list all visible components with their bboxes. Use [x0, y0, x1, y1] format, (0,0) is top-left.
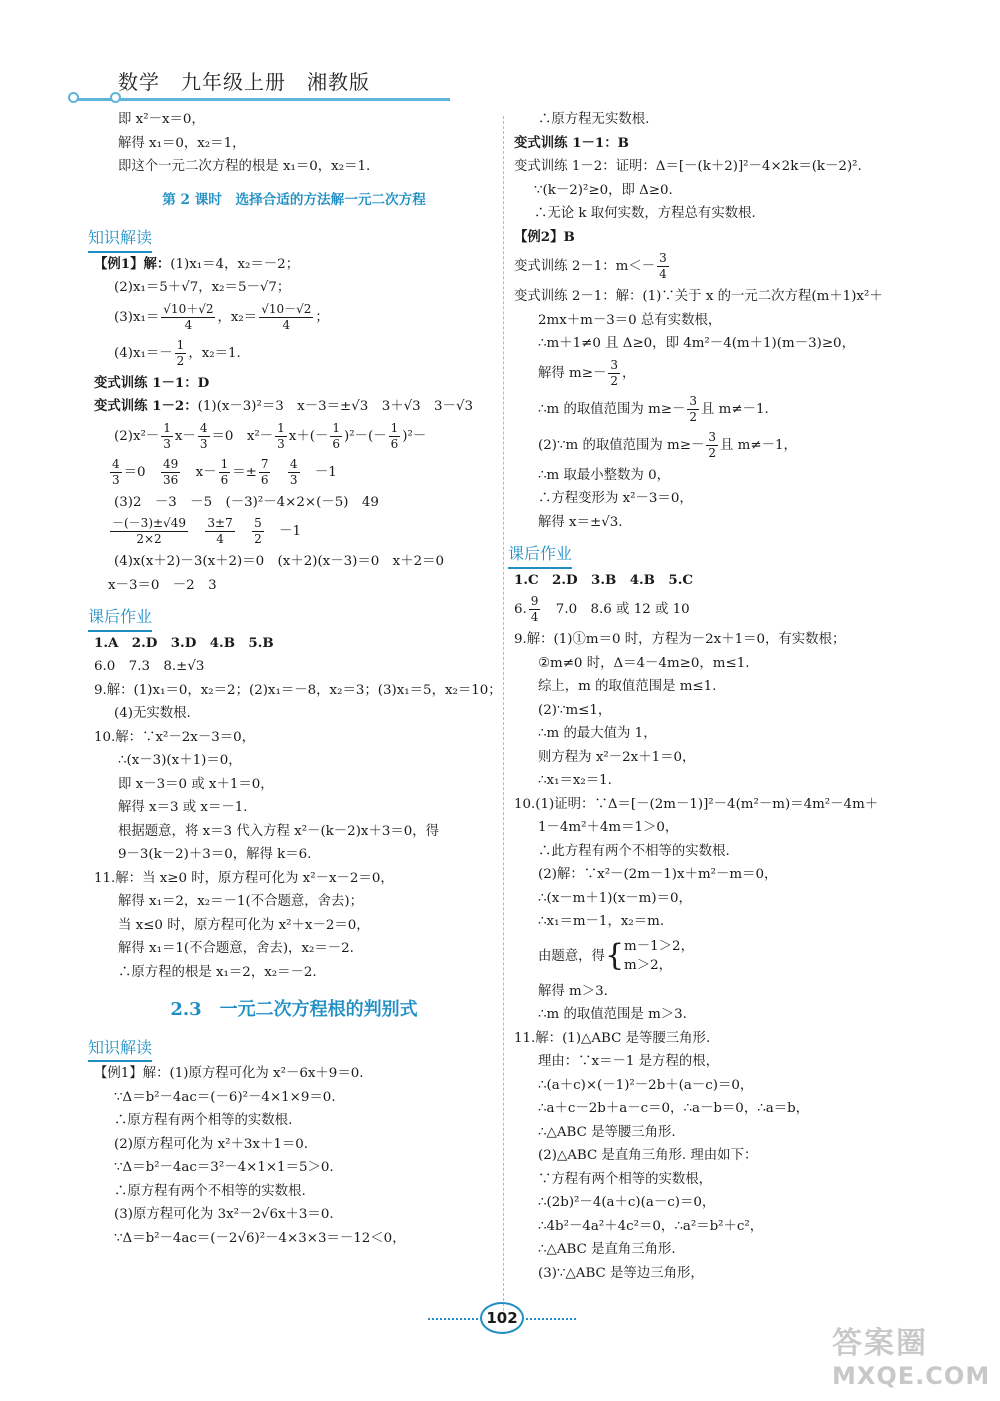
text-line: ∵方程有两个相等的实数根，	[538, 1171, 713, 1187]
text-line: (1)x₁＝4，x₂＝－2；	[170, 256, 300, 272]
text-line: (2)解：∵x²－(2m－1)x＋m²－m＝0，	[538, 867, 778, 882]
section-heading: 课后作业	[508, 542, 572, 569]
exercise-tag: 变式训练 1－2：	[94, 398, 198, 414]
page-header	[60, 62, 450, 106]
page-footer	[428, 1302, 576, 1336]
text-line: ∴m＋1≠0 且 Δ≥0，即 4m²－4(m＋1)(m－3)≥0，	[538, 336, 855, 351]
text-line: 【例2】B	[514, 228, 575, 245]
text-line: 10.(1)证明：∵Δ＝[－(2m－1)]²－4(m²－m)＝4m²－4m＋	[514, 796, 879, 812]
section-heading: 知识解读	[88, 226, 152, 253]
text-line: ∴x₁＝x₂＝1.	[538, 773, 612, 788]
text-line: (2)∵m≤1，	[538, 702, 612, 718]
section-heading: 课后作业	[88, 605, 152, 632]
text-line: 【例1】解：(1)原方程可化为 x²－6x＋9＝0.	[94, 1066, 364, 1081]
text-line: 变式训练 2－1：解：(1)∵关于 x 的一元二次方程(m＋1)x²＋	[514, 289, 883, 304]
text-line: ∴原方程无实数根.	[538, 112, 650, 127]
text-line: (3)∵△ABC 是等边三角形，	[538, 1265, 704, 1281]
text-line: ∴△ABC 是直角三角形.	[538, 1242, 676, 1257]
header-rule	[74, 98, 450, 101]
text-line: ∴m 的取值范围是 m＞3.	[538, 1007, 687, 1022]
system-line: 由题意，得{ m－1＞2， m＞2，	[538, 938, 694, 973]
text-line: (1)(x－3)²＝3 x－3＝±√3 3＋√3 3－√3	[197, 399, 474, 414]
text-line: ∵Δ＝b²－4ac＝(－6)²－4×1×9＝0.	[114, 1089, 336, 1105]
formula-line: (2)x²－ $\frac{1}{3}$ x－ $\frac{4}{3}$ ＝0 x²－ $\frac{1}{3}$ x＋(－ $\frac{1}{6}$ )²－(－ $\frac{1}{6}$ )²－	[114, 420, 427, 451]
formula-line: $\frac{-(-3)\pm√49}{2\times 2}$ $\frac{3\pm 7}{4}$ $\frac{5}{2}$ －1	[112, 516, 302, 546]
formula-line: (3)x₁＝ $\frac{√10+√2}{4}$ ，x₂＝ $\frac{√10-√2}{4}$ ；	[114, 301, 329, 332]
text-line: ∴m 的最大值为 1，	[538, 726, 657, 741]
text-line: (2)△ABC 是直角三角形. 理由如下：	[538, 1148, 758, 1163]
text-line: 解得 x＝±√3.	[538, 514, 623, 530]
footer-dots-right	[526, 1318, 576, 1320]
watermark-bottom: MXQE.COM	[832, 1362, 991, 1390]
text-line: (3)原方程可化为 3x²－2√6x＋3＝0.	[114, 1207, 334, 1222]
formula-line: 6. $\frac{9}{4}$ 7.0 8.6 或 12 或 10	[514, 594, 690, 624]
formula-line: 变式训练 2－1：m＜－ $\frac{3}{4}$	[514, 251, 667, 281]
text-line: 6.0 7.3 8.±√3	[94, 659, 205, 674]
text-line: 1－4m²＋4m＝1＞0，	[538, 820, 679, 835]
text-line: ∴此方程有两个不相等的实数根.	[538, 843, 730, 859]
text-line: ②m≠0 时，Δ＝4－4m≥0，m≤1.	[538, 655, 750, 671]
text-line: ∴原方程的根是 x₁＝2，x₂＝－2.	[118, 964, 317, 980]
text-line: 1.A 2.D 3.D 4.B 5.B	[94, 634, 274, 651]
text-line: 变式训练 1－1：B	[514, 134, 629, 151]
text-line: ∴(2b)²－4(a＋c)(a－c)＝0，	[538, 1195, 716, 1210]
text-line: 理由：∵x＝－1 是方程的根，	[538, 1054, 720, 1069]
text-line: 即 x－3＝0 或 x＋1＝0，	[118, 776, 274, 792]
text-line: 变式训练 1－1：D	[94, 374, 210, 391]
lesson-title: 第 2 课时 选择合适的方法解一元二次方程	[162, 191, 426, 208]
formula-line: 解得 m≥－ $\frac{3}{2}$ ，	[538, 357, 636, 388]
text-line: ∴原方程有两个相等的实数根.	[114, 1113, 293, 1128]
text-line: ∴4b²－4a²＋4c²＝0，∴a²＝b²＋c²，	[538, 1218, 764, 1234]
text-line: 综上，m 的取值范围是 m≤1.	[538, 679, 717, 694]
footer-dots-left	[428, 1318, 478, 1320]
text-line: 解得 x₁＝2，x₂＝－1(不合题意，舍去)；	[118, 894, 364, 909]
text-line: 即 x²－x＝0，	[118, 112, 205, 127]
text-line: (3)2 －3 －5 (－3)²－4×2×(－5) 49	[114, 494, 379, 510]
text-line: ∵Δ＝b²－4ac＝(－2√6)²－4×3×3＝－12＜0，	[114, 1230, 406, 1246]
text-line: ∴a＋c－2b＋a－c＝0，∴a－b＝0，∴a＝b，	[538, 1101, 810, 1116]
text-line: ∴(x－3)(x＋1)＝0，	[118, 753, 242, 768]
watermark-logo	[832, 1318, 991, 1390]
text-line: ∴m 取最小整数为 0，	[538, 467, 670, 483]
formula-line: (4)x₁＝－ $\frac{1}{2}$ ，x₂＝1.	[114, 337, 241, 368]
text-line: ∴x₁＝m－1，x₂＝m.	[538, 914, 665, 929]
text-line: 根据题意，将 x＝3 代入方程 x²－(k－2)x＋3＝0，得	[118, 823, 440, 839]
text-line: ∵(k－2)²≥0，即 Δ≥0.	[534, 182, 673, 198]
text-line: 当 x≤0 时，原方程可化为 x²＋x－2＝0，	[118, 917, 370, 933]
text-line: 1.C 2.D 3.B 4.B 5.C	[514, 571, 694, 588]
formula-line: ∴m 的取值范围为 m≥－ $\frac{3}{2}$ 且 m≠－1.	[538, 393, 769, 424]
right-column	[508, 108, 914, 1285]
text-line: (2)x₁＝5＋√7，x₂＝5－√7；	[114, 280, 291, 295]
text-line: ∵Δ＝b²－4ac＝3²－4×1×1＝5＞0.	[114, 1160, 334, 1175]
text-line: 即这个一元二次方程的根是 x₁＝0，x₂＝1.	[118, 159, 371, 174]
text-line: 10.解：∵x²－2x－3＝0，	[94, 729, 256, 745]
text-line: 9.解：(1)x₁＝0，x₂＝2；(2)x₁＝－8，x₂＝3；(3)x₁＝5，x₂＝10；	[94, 682, 502, 698]
column-divider	[503, 116, 504, 1316]
text-line: 解得 x＝3 或 x＝－1.	[118, 800, 248, 815]
header-title: 数学 九年级上册 湘教版	[118, 70, 370, 94]
header-dot-left	[68, 92, 79, 103]
text-line: (2)原方程可化为 x²＋3x＋1＝0.	[114, 1136, 309, 1152]
example-tag: 【例1】解：	[94, 255, 171, 272]
text-line: ∴原方程有两个不相等的实数根.	[114, 1183, 306, 1199]
text-line: ∴方程变形为 x²－3＝0，	[538, 491, 693, 506]
formula-line: $\frac{4}{3}$ ＝0 $\frac{49}{36}$ x－ $\frac{1}{6}$ ＝± $\frac{7}{6}$ $\frac{4}{3}$ －1	[112, 456, 337, 487]
text-line: 则方程为 x²－2x＋1＝0，	[538, 749, 696, 765]
text-line: (4)无实数根.	[114, 706, 191, 721]
section-title: 2.3 一元二次方程根的判别式	[170, 999, 418, 1020]
text-line: 9.解：(1)①m＝0 时，方程为－2x＋1＝0，有实数根；	[514, 632, 846, 647]
text-line: 解得 x₁＝1(不合题意，舍去)，x₂＝－2.	[118, 941, 354, 956]
watermark-top: 答案圈	[832, 1326, 928, 1361]
text-line: 11.解：(1)△ABC 是等腰三角形.	[514, 1030, 711, 1046]
left-column	[88, 108, 502, 1250]
text-line: ∴(x－m＋1)(x－m)＝0，	[538, 890, 692, 906]
text-line: 变式训练 1－2：证明：Δ＝[－(k＋2)]²－4×2k＝(k－2)².	[514, 159, 862, 174]
section-heading: 知识解读	[88, 1036, 152, 1063]
formula-line: (2)∵m 的取值范围为 m≥－ $\frac{3}{2}$ 且 m≠－1，	[538, 429, 797, 460]
text-line: ∴(a＋c)×(－1)²－2b＋(a－c)＝0，	[538, 1077, 754, 1093]
text-line: ∴△ABC 是等腰三角形.	[538, 1124, 676, 1140]
text-line: ∴无论 k 取何实数，方程总有实数根.	[534, 206, 756, 221]
text-line: 11.解：当 x≥0 时，原方程可化为 x²－x－2＝0，	[94, 870, 394, 886]
text-line: 解得 m＞3.	[538, 983, 608, 999]
text-line: x－3＝0 －2 3	[108, 577, 217, 593]
text-line: 9－3(k－2)＋3＝0，解得 k＝6.	[118, 847, 312, 862]
page-number: 102	[480, 1302, 524, 1334]
text-line: 2mx＋m－3＝0 总有实数根，	[538, 312, 722, 328]
text-line: 解得 x₁＝0，x₂＝1，	[118, 135, 246, 151]
text-line: (4)x(x＋2)－3(x＋2)＝0 (x＋2)(x－3)＝0 x＋2＝0	[114, 554, 445, 569]
